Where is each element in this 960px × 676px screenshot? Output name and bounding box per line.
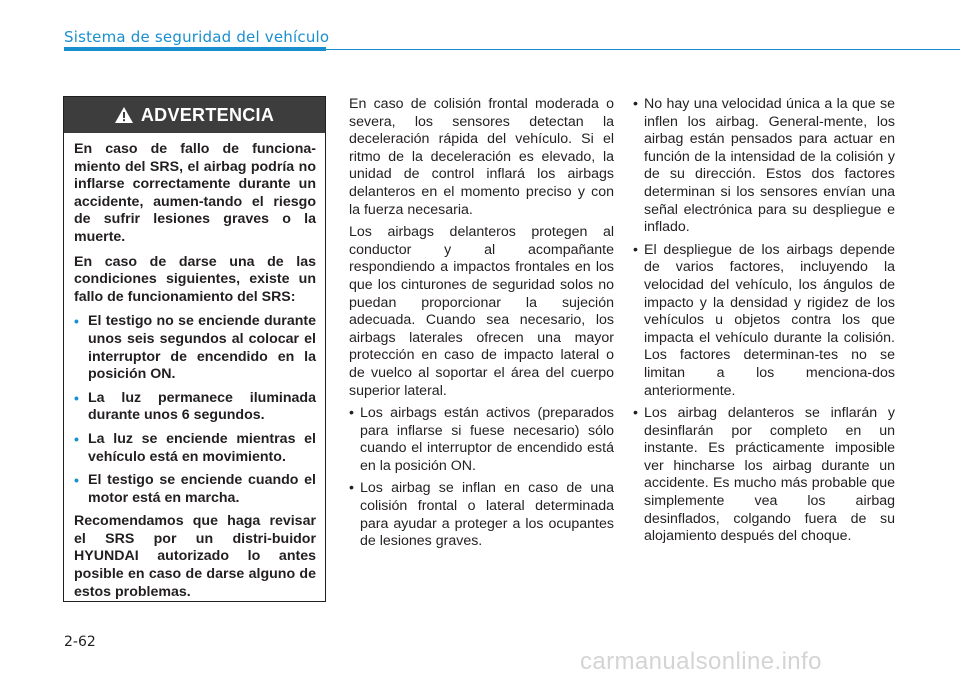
warning-bullet: • El testigo no se enciende durante unos seis segundos al colocar el interruptor de encendido en la posición ON. (74, 313, 316, 383)
warning-recommendation: Recomendamos que haga revisar el SRS por un distri-buidor HYUNDAI autorizado lo antes posible en caso de darse alguno de estos problemas. (74, 513, 316, 600)
header-rule-thick (64, 47, 326, 51)
right-bullet: • No hay una velocidad única a la que se inflen los airbag. General-mente, los airbag están pensados para actuar en función de la intensidad de la colisión y de su dirección. Estos dos factores determinan si los sensores envían una señal electrónica para su despliegue e inflado. (633, 96, 895, 236)
warning-bullet: • El testigo se enciende cuando el motor está en marcha. (74, 472, 316, 506)
warning-triangle-icon (115, 107, 133, 123)
warning-body (64, 133, 325, 601)
bullet-icon: • (74, 389, 79, 406)
right-bullet: • El despliegue de los airbags depende de varios factores, incluyendo la velocidad del vehículo, los ángulos de impacto y la densidad y rigidez de los vehículos u objetos contra los que impacta el vehículo durante la colisión. Los factores determinan-tes no se limitan a los menciona-dos anteriormente. (633, 241, 895, 399)
bullet-icon: • (349, 405, 354, 422)
right-bullet-list (633, 96, 895, 546)
header-rule-thin (326, 49, 960, 51)
bullet-icon: • (633, 405, 638, 422)
warning-title: ADVERTENCIA (140, 104, 275, 125)
bullet-icon: • (74, 430, 79, 447)
warning-intro: En caso de fallo de funciona-miento del SRS, el airbag podría no inflarse correctamente durante un accidente, aumen-tando el riesgo de sufrir lesiones graves o la muerte. (74, 141, 316, 245)
paragraph-front-airbags: Los airbags delanteros protegen al conductor y al acompañante respondiendo a impactos frontales en los que los cinturones de seguridad solos no puedan proporcionar la sujeción adecuada. Cuando sea necesario, los airbags laterales ofrecen una mayor protección en caso de impacto lateral o de vuelco al soportar el área del cuerpo superior lateral. (349, 224, 614, 399)
warning-box (63, 96, 326, 602)
section-title: Sistema de seguridad del vehículo (64, 28, 330, 46)
warning-bullet: • La luz se enciende mientras el vehículo está en movimiento. (74, 430, 316, 465)
page-number: 2-62 (64, 634, 96, 650)
watermark: carmanualsonline.info (580, 648, 822, 675)
bullet-icon: • (74, 313, 79, 330)
right-bullet: • Los airbag delanteros se inflarán y desinflarán por completo en un instante. Es prácticamente imposible ver hincharse los airbag durante un accidente. Es mucho más probable que simplemente vea los airbag desinflados, colgando fuera de su alojamiento después del choque. (633, 405, 895, 545)
middle-bullet: • Los airbags están activos (preparados para inflarse si fuese necesario) sólo cuando el interruptor de encendido está en la posición ON. (349, 405, 614, 474)
right-column (633, 96, 895, 551)
middle-bullet: • Los airbag se inflan en caso de una colisión frontal o lateral determinada para ayudar a proteger a los ocupantes de lesiones graves. (349, 480, 614, 550)
warning-bullet-list (74, 313, 316, 507)
warning-header (64, 97, 325, 133)
warning-bullet: • La luz permanece iluminada durante unos 6 segundos. (74, 389, 316, 424)
middle-bullet-list (349, 405, 614, 551)
bullet-icon: • (633, 96, 638, 112)
bullet-icon: • (633, 241, 638, 258)
warning-conditions-intro: En caso de darse una de las condiciones siguientes, existe un fallo de funcionamiento del SRS: (74, 253, 316, 305)
bullet-icon: • (74, 472, 79, 489)
paragraph-collision: En caso de colisión frontal moderada o severa, los sensores detectan la deceleración rápida del vehículo. Si el ritmo de la deceleración es elevado, la unidad de control inflará los airbags delanteros en el momento preciso y con la fuerza necesaria. (349, 96, 614, 218)
bullet-icon: • (349, 480, 354, 497)
middle-column (349, 96, 614, 556)
